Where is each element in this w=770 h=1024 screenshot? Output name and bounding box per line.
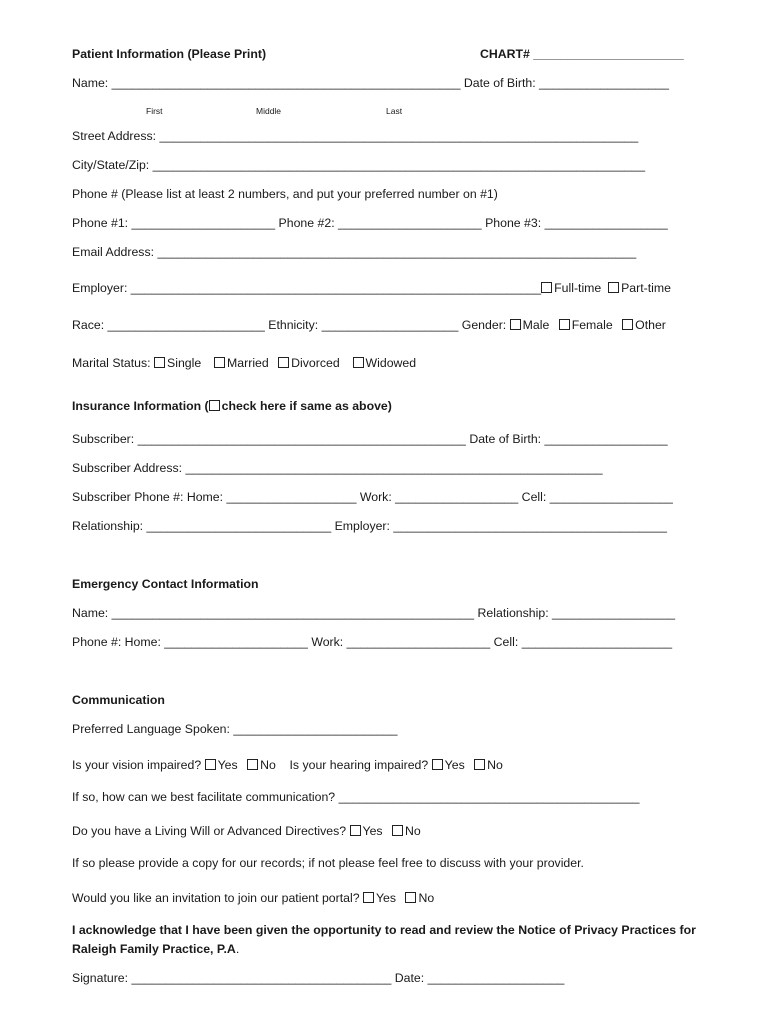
facilitate-row: If so, how can we best facilitate communication? ____________________________________________ <box>72 790 640 804</box>
checkbox-icon[interactable] <box>559 319 570 330</box>
hearing-no-checkbox[interactable]: No <box>474 758 503 772</box>
phone-note: Phone # (Please list at least 2 numbers, and put your preferred number on #1) <box>72 187 498 201</box>
checkbox-icon[interactable] <box>214 357 225 368</box>
patient-info-heading: Patient Information (Please Print) <box>72 47 267 61</box>
language-field[interactable]: ________________________ <box>233 722 398 736</box>
acknowledgement-line-2: Raleigh Family Practice, P.A. <box>72 942 240 956</box>
portal-no-checkbox[interactable]: No <box>405 891 434 905</box>
divorced-checkbox[interactable]: Divorced <box>278 356 340 370</box>
subscriber-dob-field[interactable]: __________________ <box>544 432 668 446</box>
subscriber-phone-row: Subscriber Phone #: Home: ___________________ Work: __________________ Cell: __________________ <box>72 490 673 504</box>
acknowledgement-line-1: I acknowledge that I have been given the opportunity to read and review the Notice of Privacy Practices for <box>72 923 696 937</box>
emergency-name-field[interactable]: _____________________________________________________ <box>111 606 475 620</box>
street-address-field[interactable]: ______________________________________________________________________ <box>159 129 639 143</box>
subscriber-address-row: Subscriber Address: _____________________________________________________________ <box>72 461 603 475</box>
checkbox-icon[interactable] <box>510 319 521 330</box>
emergency-home-phone-field[interactable]: _____________________ <box>164 635 308 649</box>
race-gender-row: Race: _______________________ Ethnicity: ____________________ Gender: Male Female Other <box>72 318 666 332</box>
emergency-heading: Emergency Contact Information <box>72 577 259 591</box>
parttime-checkbox[interactable]: Part-time <box>608 281 671 295</box>
subscriber-field[interactable]: ________________________________________________ <box>137 432 466 446</box>
same-as-above-checkbox-icon[interactable] <box>209 400 220 411</box>
vision-no-checkbox[interactable]: No <box>247 758 276 772</box>
checkbox-icon[interactable] <box>474 759 485 770</box>
insurance-heading: Insurance Information ( check here if same as above) <box>72 399 392 413</box>
widowed-checkbox[interactable]: Widowed <box>353 356 417 370</box>
patient-name-field[interactable]: ___________________________________________________ <box>111 76 461 90</box>
patient-dob-field[interactable]: ___________________ <box>539 76 669 90</box>
emergency-cell-phone-field[interactable]: ______________________ <box>521 635 673 649</box>
living-will-row: Do you have a Living Will or Advanced Directives? Yes No <box>72 824 421 838</box>
facilitate-field[interactable]: ____________________________________________ <box>338 790 640 804</box>
subscriber-employer-field[interactable]: ________________________________________ <box>393 519 667 533</box>
street-address-row: Street Address: ______________________________________________________________________ <box>72 129 639 143</box>
checkbox-icon[interactable] <box>622 319 633 330</box>
fulltime-checkbox[interactable]: Full-time <box>541 281 601 295</box>
subscriber-home-phone-field[interactable]: ___________________ <box>226 490 357 504</box>
chart-number-field[interactable]: CHART# ______________________ <box>480 47 684 61</box>
checkbox-icon[interactable] <box>541 282 552 293</box>
checkbox-icon[interactable] <box>363 892 374 903</box>
vision-yes-checkbox[interactable]: Yes <box>205 758 238 772</box>
subscriber-work-phone-field[interactable]: __________________ <box>395 490 519 504</box>
marital-status-row: Marital Status: Single Married Divorced Widowed <box>72 356 417 370</box>
phone1-field[interactable]: _____________________ <box>131 216 276 230</box>
checkbox-icon[interactable] <box>608 282 619 293</box>
email-field[interactable]: ______________________________________________________________________ <box>157 245 637 259</box>
language-row: Preferred Language Spoken: ________________________ <box>72 722 398 736</box>
city-state-zip-row: City/State/Zip: ________________________________________________________________________ <box>72 158 646 172</box>
subscriber-address-field[interactable]: _____________________________________________________________ <box>185 461 603 475</box>
male-checkbox[interactable]: Male <box>510 318 550 332</box>
name-sub-first: First <box>146 106 163 116</box>
phone-numbers-row: Phone #1: _____________________ Phone #2: _____________________ Phone #3: __________________ <box>72 216 668 230</box>
hearing-yes-checkbox[interactable]: Yes <box>432 758 465 772</box>
emergency-name-row: Name: _____________________________________________________ Relationship: __________________ <box>72 606 676 620</box>
copy-note: If so please provide a copy for our records; if not please feel free to discuss with your provider. <box>72 856 584 870</box>
phone2-field[interactable]: _____________________ <box>338 216 482 230</box>
race-field[interactable]: _______________________ <box>107 318 265 332</box>
email-row: Email Address: ______________________________________________________________________ <box>72 245 637 259</box>
married-checkbox[interactable]: Married <box>214 356 269 370</box>
checkbox-icon[interactable] <box>353 357 364 368</box>
emergency-relationship-field[interactable]: __________________ <box>552 606 676 620</box>
patient-name-row: Name: ___________________________________________________ Date of Birth: ___________________ <box>72 76 669 90</box>
checkbox-icon[interactable] <box>154 357 165 368</box>
checkbox-icon[interactable] <box>247 759 258 770</box>
employer-row: Employer: ____________________________________________________________ Full-time Part-time <box>72 281 671 295</box>
relationship-field[interactable]: ___________________________ <box>146 519 332 533</box>
living-will-yes-checkbox[interactable]: Yes <box>350 824 383 838</box>
portal-yes-checkbox[interactable]: Yes <box>363 891 396 905</box>
portal-row: Would you like an invitation to join our patient portal? Yes No <box>72 891 435 905</box>
single-checkbox[interactable]: Single <box>154 356 201 370</box>
signature-date-field[interactable]: ____________________ <box>427 971 565 985</box>
ethnicity-field[interactable]: ____________________ <box>321 318 459 332</box>
female-checkbox[interactable]: Female <box>559 318 613 332</box>
other-checkbox[interactable]: Other <box>622 318 666 332</box>
subscriber-cell-phone-field[interactable]: __________________ <box>549 490 673 504</box>
phone3-field[interactable]: __________________ <box>544 216 668 230</box>
city-state-zip-field[interactable]: ________________________________________________________________________ <box>152 158 646 172</box>
signature-field[interactable]: ______________________________________ <box>131 971 392 985</box>
relationship-row: Relationship: ___________________________ Employer: ________________________________________ <box>72 519 667 533</box>
signature-row: Signature: ______________________________________ Date: ____________________ <box>72 971 565 985</box>
checkbox-icon[interactable] <box>392 825 403 836</box>
employer-field[interactable]: ____________________________________________________________ <box>130 281 542 295</box>
checkbox-icon[interactable] <box>432 759 443 770</box>
subscriber-row: Subscriber: ________________________________________________ Date of Birth: __________________ <box>72 432 668 446</box>
emergency-work-phone-field[interactable]: _____________________ <box>346 635 491 649</box>
living-will-no-checkbox[interactable]: No <box>392 824 421 838</box>
name-sub-middle: Middle <box>256 106 282 116</box>
checkbox-icon[interactable] <box>405 892 416 903</box>
checkbox-icon[interactable] <box>205 759 216 770</box>
checkbox-icon[interactable] <box>350 825 361 836</box>
communication-heading: Communication <box>72 693 165 707</box>
name-sub-last: Last <box>386 106 403 116</box>
checkbox-icon[interactable] <box>278 357 289 368</box>
emergency-phone-row: Phone #: Home: _____________________ Work: _____________________ Cell: ______________________ <box>72 635 673 649</box>
impairment-row: Is your vision impaired? Yes No Is your hearing impaired? Yes No <box>72 758 503 772</box>
